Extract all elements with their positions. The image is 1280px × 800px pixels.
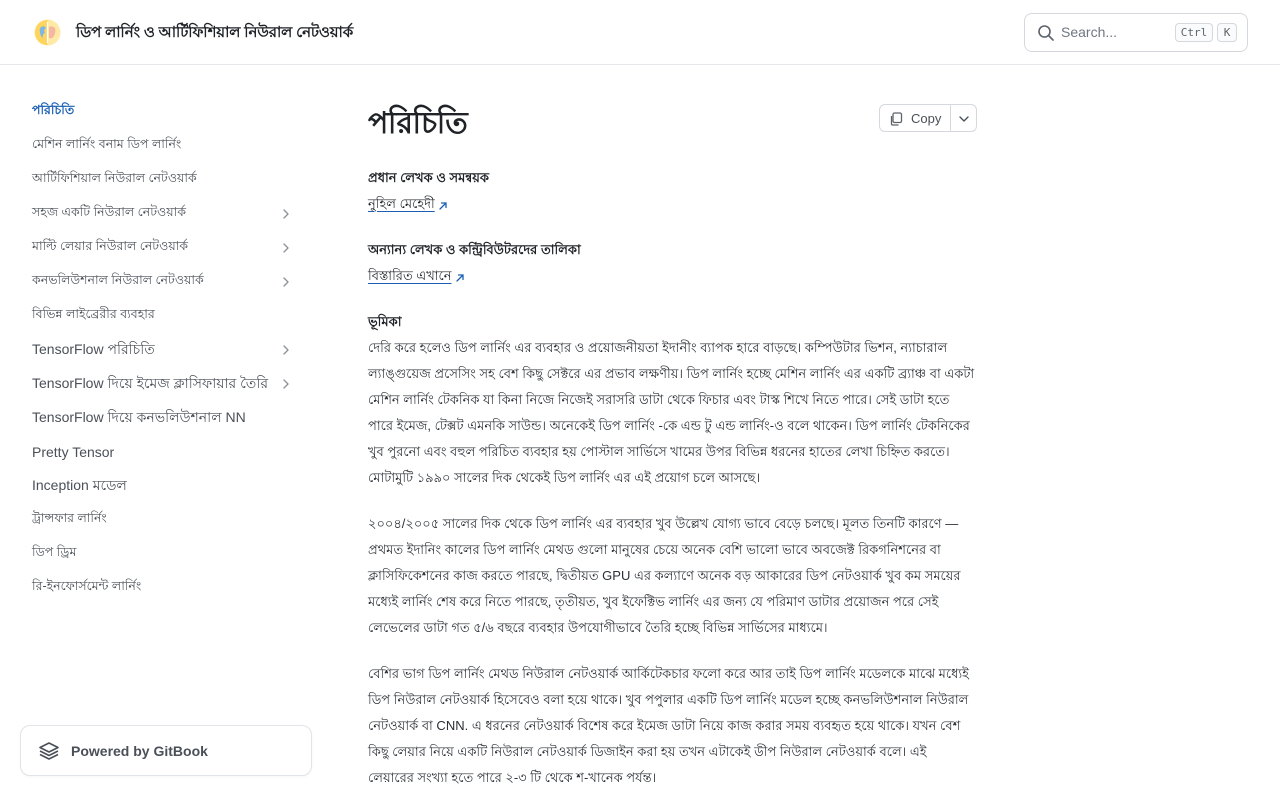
chevron-right-icon[interactable] xyxy=(280,242,292,254)
sidebar-item[interactable] xyxy=(32,267,300,297)
sidebar-item[interactable] xyxy=(32,131,300,161)
search-icon xyxy=(1037,24,1055,42)
powered-by-gitbook-button[interactable] xyxy=(20,725,312,776)
sidebar-item[interactable] xyxy=(32,403,300,433)
shortcut-k-key: K xyxy=(1217,23,1237,42)
sidebar-item-label: পরিচিতি xyxy=(32,103,75,117)
search-bar[interactable] xyxy=(1024,13,1248,52)
chevron-down-icon xyxy=(958,113,970,125)
intro-heading: ভূমিকা xyxy=(368,314,402,329)
copy-icon xyxy=(889,112,903,126)
chevron-right-icon[interactable] xyxy=(280,276,292,288)
chevron-right-icon[interactable] xyxy=(280,378,292,390)
sidebar-item[interactable] xyxy=(32,369,300,399)
author-link[interactable] xyxy=(368,195,448,216)
sidebar-item-label: সহজ একটি নিউরাল নেটওয়ার্ক xyxy=(32,205,186,219)
sidebar-nav xyxy=(0,65,320,800)
sidebar-item-label: রি-ইনফোর্সমেন্ট লার্নিং xyxy=(32,579,142,593)
chevron-right-icon[interactable] xyxy=(280,208,292,220)
top-header xyxy=(0,0,1280,65)
main-content xyxy=(368,65,976,800)
intro-paragraph-1: দেরি করে হলেও ডিপ লার্নিং এর ব্যবহার ও প্রয়োজনীয়তা ইদানীং ব্যাপক হারে বাড়ছে। কম্পিউটার ভিশন, ন্যাচারাল ল্যাঙ্গুয়েজ প্রসেসিং সহ বেশ কিছু সেক্টরে এর প্রভাব লক্ষণীয়। ডিপ লার্নিং হচ্ছে মেশিন লার্নিং এর একটি ব্র্যাঞ্চ বা একটা মেশিন লার্নিং টেকনিক যা কিনা নিজে নিজেই সরাসরি ডাটা থেকে ফিচার এবং টাস্ক শিখে নিতে পারে। সেই ডাটা হতে পারে ইমেজ, টেক্সট এমনকি সাউন্ড। অনেকেই ডিপ লার্নিং -কে এন্ড টু এন্ড লার্নিং-ও বলে থাকেন। ডিপ লার্নিং টেকনিকের খুব পুরনো এবং বহুল পরিচিত ব্যবহার হয় পোস্টাল সার্ভিসে খামের উপর বিভিন্ন ধরনের হাতের লেখা চিহ্নিত করতে। মোটামুটি ১৯৯০ সালের দিক থেকেই ডিপ লার্নিং এর এই প্রয়োগ চলে আসছে। xyxy=(368,340,975,485)
shortcut-ctrl-key: Ctrl xyxy=(1175,23,1213,42)
sidebar-item[interactable] xyxy=(32,199,300,229)
sidebar-item[interactable] xyxy=(32,539,300,569)
external-link-icon xyxy=(455,273,465,283)
sidebar-item[interactable] xyxy=(32,573,300,603)
sidebar-item[interactable] xyxy=(32,165,300,195)
sidebar-item[interactable] xyxy=(32,471,300,501)
contributors-heading: অন্যান্য লেখক ও কন্ট্রিবিউটরদের তালিকা xyxy=(368,242,581,257)
site-title[interactable]: ডিপ লার্নিং ও আর্টিফিশিয়াল নিউরাল নেটওয়ার্ক xyxy=(76,24,353,41)
sidebar-item[interactable] xyxy=(32,437,300,467)
sidebar-item-label: TensorFlow পরিচিতি xyxy=(32,341,155,357)
sidebar-item[interactable] xyxy=(32,335,300,365)
sidebar-item-label: ডিপ ড্রিম xyxy=(32,545,77,559)
gitbook-icon xyxy=(38,741,60,761)
site-logo[interactable] xyxy=(34,19,61,46)
powered-by-label: Powered by GitBook xyxy=(71,743,208,759)
author-heading: প্রধান লেখক ও সমন্বয়ক xyxy=(368,170,489,185)
sidebar-item-label: Pretty Tensor xyxy=(32,444,115,460)
search-placeholder: Search... xyxy=(1061,24,1118,40)
contributors-link[interactable] xyxy=(368,267,465,288)
page-title: পরিচিতি xyxy=(368,107,468,140)
sidebar-item[interactable] xyxy=(32,233,300,263)
contributors-link-label: বিস্তারিত এখানে xyxy=(368,268,452,283)
sidebar-item[interactable] xyxy=(32,301,300,331)
intro-paragraph-2: ২০০৪/২০০৫ সালের দিক থেকে ডিপ লার্নিং এর ব্যবহার খুব উল্লেখ যোগ্য ভাবে বেড়ে চলছে। মূলত তিনটি কারণে — প্রথমত ইদানিং কালের ডিপ লার্নিং মেথড গুলো মানুষের চেয়ে অনেক বেশি ভালো ভাবে অবজেক্ট রিকগনিশনের বা ক্লাসিফিকেশনের কাজ করতে পারছে, দ্বিতীয়ত GPU এর কল্যাণে অনেক বড় আকারের ডিপ নেটওয়ার্ক খুব কম সময়ের মধ্যেই লার্নিং শেষ করে নিতে পারছে, তৃতীয়ত, খুব ইফেক্টিভ লার্নিং এর জন্য যে পরিমাণ ডাটার প্রয়োজন পরে সেই লেভেলের ডাটা গত ৫/৬ বছরে ব্যবহার উপযোগীভাবে তৈরি হচ্ছে বিভিন্ন সার্ভিসের মাধ্যমে। xyxy=(368,516,961,635)
author-link-label: নুহিল মেহেদী xyxy=(368,196,435,211)
sidebar-item-label: Inception মডেল xyxy=(32,477,127,493)
sidebar-item-label: মাল্টি লেয়ার নিউরাল নেটওয়ার্ক xyxy=(32,239,189,253)
sidebar-item-label: বিভিন্ন লাইব্রেরীর ব্যবহার xyxy=(32,307,155,321)
copy-options-dropdown[interactable] xyxy=(951,104,977,132)
sidebar-item-label: আর্টিফিশিয়াল নিউরাল নেটওয়ার্ক xyxy=(32,171,197,185)
copy-button-group xyxy=(879,104,977,132)
copy-button[interactable] xyxy=(879,104,951,132)
chevron-right-icon[interactable] xyxy=(280,344,292,356)
intro-paragraph-3: বেশির ভাগ ডিপ লার্নিং মেথড নিউরাল নেটওয়ার্ক আর্কিটেকচার ফলো করে আর তাই ডিপ লার্নিং মডেলকে মাঝে মধ্যেই ডিপ নিউরাল নেটওয়ার্ক হিসেবেও বলা হয়ে থাকে। খুব পপুলার একটি ডিপ লার্নিং মডেল হচ্ছে কনভলিউশনাল নিউরাল নেটওয়ার্ক বা CNN. এ ধরনের নেটওয়ার্ক বিশেষ করে ইমেজ ডাটা নিয়ে কাজ করার সময় ব্যবহৃত হয়ে থাকে। যখন বেশ কিছু লেয়ার নিয়ে একটি নিউরাল নেটওয়ার্ক ডিজাইন করা হয় তখন এটাকেই ডীপ নিউরাল নেটওয়ার্ক বলে। এই লেয়ারের সংখ্যা হতে পারে ২-৩ টি থেকে শ-খানেক পর্যন্ত। xyxy=(368,666,969,785)
sidebar-item-label: মেশিন লার্নিং বনাম ডিপ লার্নিং xyxy=(32,137,182,151)
sidebar-item-label: TensorFlow দিয়ে কনভলিউশনাল NN xyxy=(32,409,246,425)
sidebar-item[interactable] xyxy=(32,505,300,535)
external-link-icon xyxy=(438,201,448,211)
sidebar-item[interactable] xyxy=(32,97,300,127)
copy-label: Copy xyxy=(911,111,942,126)
sidebar-item-label: কনভলিউশনাল নিউরাল নেটওয়ার্ক xyxy=(32,273,204,287)
sidebar-item-label: ট্রান্সফার লার্নিং xyxy=(32,511,107,525)
sidebar-item-label: TensorFlow দিয়ে ইমেজ ক্লাসিফায়ার তৈরি xyxy=(32,375,269,391)
